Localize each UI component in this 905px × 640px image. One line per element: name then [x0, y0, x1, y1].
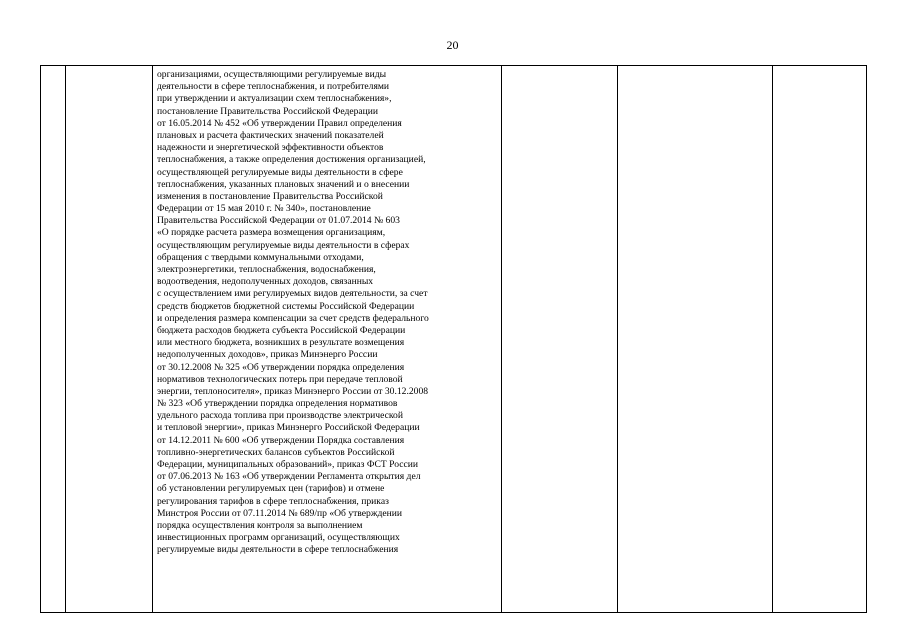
text-line: Федерации от 15 мая 2010 г. № 340», постановление [157, 203, 371, 215]
text-line: бюджета расходов бюджета субъекта Российской Федерации [157, 324, 406, 336]
text-line: недополученных доходов», приказ Минэнерго России [157, 349, 378, 361]
text-line: Федерации, муниципальных образований», приказ ФСТ России [157, 459, 419, 470]
text-line: удельного расхода топлива при производстве электрической [157, 410, 403, 422]
text-line: регулируемые виды деятельности в сфере теплоснабжения [157, 544, 399, 556]
text-line: обращения с твердыми коммунальными отходами, [157, 251, 364, 263]
text-line: или местного бюджета, возникших в результате возмещения [157, 337, 405, 349]
text-line: плановых и расчета фактических значений показателей [157, 129, 384, 141]
text-line: осуществляющей регулируемые виды деятельности в сфере [157, 166, 403, 178]
text-line: постановление Правительства Российской Федерации [157, 105, 379, 117]
text-line: топливно-энергетических балансов субъектов Российской [157, 446, 395, 458]
text-line: надежности и энергетической эффективности объектов [157, 142, 384, 154]
text-line: и определения размера компенсации за счет средств федерального [157, 312, 429, 324]
text-line: «О порядке расчета размера возмещения организациям, [157, 227, 386, 239]
text-line: об установлении регулируемых цен (тарифов) и отмене [157, 483, 385, 495]
text-line: и тепловой энергии», приказ Минэнерго Российской Федерации [157, 422, 420, 434]
text-line: от 14.12.2011 № 600 «Об утверждении Порядка составления [157, 434, 405, 446]
text-line: изменения в постановление Правительства Российской [157, 190, 383, 202]
text-line: деятельности в сфере теплоснабжения, и потребителями [157, 81, 390, 93]
text-line: № 323 «Об утверждении порядка определения нормативов [157, 398, 398, 410]
table-cell-col4 [502, 66, 618, 613]
text-line: Правительства Российской Федерации от 01.07.2014 № 603 [157, 215, 400, 227]
document-table [40, 65, 867, 613]
text-line: регулирования тарифов в сфере теплоснабжения, приказ [157, 495, 389, 507]
text-line: от 30.12.2008 № 325 «Об утверждении порядка определения [157, 361, 405, 373]
text-line: теплоснабжения, а также определения достижения организацией, [157, 154, 426, 166]
table-cell-col5 [618, 66, 773, 613]
text-line: организациями, осуществляющими регулируемые виды [157, 69, 387, 80]
text-line: энергии, теплоносителя», приказ Минэнерго России от 30.12.2008 [157, 385, 429, 397]
table-cell-col6 [773, 66, 867, 613]
text-line: от 07.06.2013 № 163 «Об утверждении Регламента открытия дел [157, 471, 421, 483]
text-line: Минстроя России от 07.11.2014 № 689/пр «Об утверждении [157, 507, 403, 519]
table-cell-legal-basis [153, 66, 502, 613]
legal-basis-text [153, 66, 501, 557]
text-line: теплоснабжения, указанных плановых значений и о внесении [157, 178, 410, 190]
text-line: осуществляющим регулируемые виды деятельности в сферах [157, 239, 410, 251]
table-cell-name [66, 66, 153, 613]
text-line: средств бюджетов бюджетной системы Российской Федерации [157, 300, 415, 312]
text-line: с осуществлением ими регулируемых видов деятельности, за счет [157, 288, 428, 300]
text-line: водоотведения, недополученных доходов, связанных [157, 276, 374, 288]
text-line: инвестиционных программ организаций, осуществляющих [157, 532, 400, 544]
page-number: 20 [446, 38, 459, 52]
text-line: от 16.05.2014 № 452 «Об утверждении Правил определения [157, 117, 402, 129]
text-line: порядка осуществления контроля за выполнением [157, 519, 363, 531]
text-line: нормативов технологических потерь при передаче тепловой [157, 373, 403, 385]
table-row [41, 66, 867, 613]
text-line: электроэнергетики, теплоснабжения, водоснабжения, [157, 264, 376, 275]
table-cell-number [41, 66, 66, 613]
text-line: при утверждении и актуализации схем теплоснабжения», [157, 93, 392, 105]
